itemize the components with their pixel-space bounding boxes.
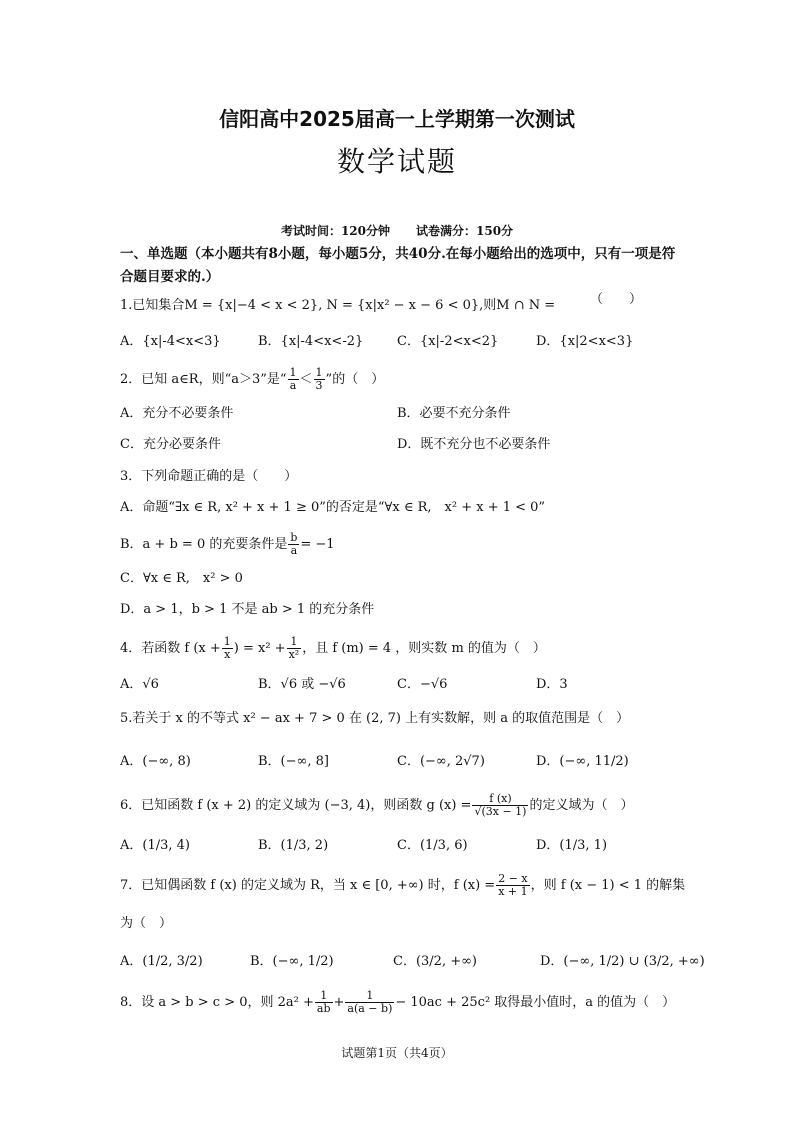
question-4-option-c: C．−√6 [397, 677, 448, 692]
question-2-stem: 2．已知 a∈R，则“a＞3”是“ $\frac{1}{a}$ ＜ $\frac{1}{3}$ ”的（ ） [120, 366, 385, 392]
fraction: $\frac{1}{x}$ [223, 635, 231, 661]
question-4-stem: 4．若函数 f (x + $\frac{1}{x}$ ) = x² + $\frac{1}{\text{x²}}$ ，且 f (m) = 4 ，则实数 m 的值为（ ） [120, 635, 546, 661]
question-4-option-d: D．3 [536, 677, 568, 692]
question-2-option-c: C．充分必要条件 [120, 437, 221, 452]
question-6-option-b: B．(1/3, 2) [258, 838, 329, 853]
question-6-option-c: C．(1/3, 6) [397, 838, 468, 853]
question-3-option-b: B．a + b = 0 的充要条件是 $\frac{b}{a}$ = −1 [120, 531, 335, 557]
question-6-option-d: D．(1/3, 1) [536, 838, 608, 853]
question-5-option-c: C．(−∞, 2√7) [397, 754, 485, 769]
fraction: $\frac{1}{3}$ [315, 366, 323, 392]
question-7-stem-continued: 为（ ） [120, 916, 173, 931]
question-6-stem: 6．已知函数 f (x + 2) 的定义域为 (−3, 4)，则函数 g (x) = $\frac{f (x)}{√(3x - 1)}$ 的定义域为（ ） [120, 792, 634, 818]
question-4-option-b: B．√6 或 −√6 [258, 677, 346, 692]
question-7-option-a: A．(1/2, 3/2) [120, 954, 203, 969]
question-3-option-d: D．a > 1，b > 1 不是 ab > 1 的充分条件 [120, 602, 375, 617]
question-2-option-b: B．必要不充分条件 [397, 406, 511, 421]
fraction: $\frac{1}{ab}$ [316, 989, 331, 1015]
fraction: $\frac{2 - x}{x + 1}$ [498, 872, 528, 898]
fraction: $\frac{f (x)}{√(3x - 1)}$ [474, 792, 527, 818]
question-1-option-b: B．{x|-4<x<-2} [258, 334, 364, 349]
section-heading: 一、单选题（本小题共有8小题，每小题5分，共40分.在每小题给出的选项中，只有一项是符合题目要求的.） [120, 246, 676, 285]
question-1-option-d: D．{x|2<x<3} [536, 334, 634, 349]
question-5-option-b: B．(−∞, 8] [258, 754, 329, 769]
question-3-stem: 3．下列命题正确的是（ ） [120, 469, 298, 484]
fraction: $\frac{1}{a(a - b)}$ [347, 989, 393, 1015]
question-1-option-a: A．{x|-4<x<3} [120, 334, 221, 349]
question-7-option-b: B．(−∞, 1/2) [250, 954, 334, 969]
question-8-stem: 8．设 a > b > c > 0，则 2a² + $\frac{1}{ab}$ + $\frac{1}{a(a - b)}$ − 10ac + 25c² 取得最小值时，a 的值为（ ） [120, 989, 676, 1015]
question-7-option-c: C．(3/2, +∞) [393, 954, 477, 969]
fraction: $\frac{1}{a}$ [289, 366, 297, 392]
question-5-option-d: D．(−∞, 11/2) [536, 754, 629, 769]
question-7-stem: 7．已知偶函数 f (x) 的定义域为 R，当 x ∈ [0, +∞) 时，f (x) = $\frac{2 - x}{x + 1}$ ，则 f (x − 1) < 1 的解集 [120, 872, 686, 898]
full-score: 试卷满分：150分 [416, 224, 514, 238]
question-5-stem: 5.若关于 x 的不等式 x² − ax + 7 > 0 在 (2, 7) 上有实数解，则 a 的取值范围是（ ） [120, 711, 630, 726]
exam-title: 信阳高中2025届高一上学期第一次测试 [219, 107, 575, 131]
page-footer: 试题第1页（共4页） [341, 1046, 453, 1060]
question-1-option-c: C．{x|-2<x<2} [397, 334, 499, 349]
exam-time: 考试时间：120分钟 [280, 224, 390, 238]
subject-title: 数学试题 [336, 145, 457, 178]
fraction: $\frac{b}{a}$ [290, 531, 298, 557]
question-5-option-a: A．(−∞, 8) [120, 754, 191, 769]
fraction: $\frac{1}{\text{x²}}$ [288, 635, 300, 661]
question-3-option-a: A．命题“∃x ∈ R, x² + x + 1 ≥ 0”的否定是“∀x ∈ R, x² + x + 1 < 0” [120, 500, 546, 515]
question-2-option-d: D．既不充分也不必要条件 [397, 437, 551, 452]
question-2-option-a: A．充分不必要条件 [120, 406, 234, 421]
question-1-answer-blank: （ ） [590, 292, 643, 307]
question-7-option-d: D．(−∞, 1/2) ∪ (3/2, +∞) [540, 954, 705, 969]
question-6-option-a: A．(1/3, 4) [120, 838, 190, 853]
question-4-option-a: A．√6 [120, 677, 159, 692]
question-1-stem: 1.已知集合M = {x|−4 < x < 2}, N = {x|x² − x − 6 < 0},则M ∩ N = [120, 298, 556, 313]
question-3-option-c: C．∀x ∈ R, x² > 0 [120, 571, 243, 586]
exam-info [0, 222, 794, 239]
